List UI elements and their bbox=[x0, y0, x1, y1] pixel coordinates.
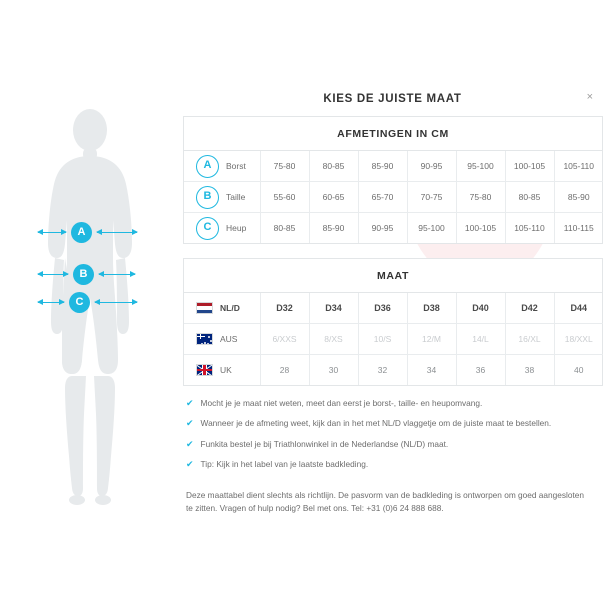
row-label-heup bbox=[184, 213, 260, 244]
label-borst: Borst bbox=[226, 161, 246, 171]
cell-taille-0: 55-60 bbox=[260, 182, 309, 213]
cell-aus-6: 18/XXL bbox=[554, 324, 603, 355]
row-label-borst bbox=[184, 151, 260, 182]
cell-taille-3: 70-75 bbox=[407, 182, 456, 213]
table-row bbox=[184, 182, 603, 213]
cell-aus-1: 8/XS bbox=[309, 324, 358, 355]
table-row bbox=[184, 213, 603, 244]
note-text-3: Tip: Kijk in het label van je laatste badkleding. bbox=[200, 458, 369, 469]
badge-a-icon: A bbox=[196, 155, 219, 178]
cell-nl-3: D38 bbox=[407, 293, 456, 324]
cell-borst-2: 85-90 bbox=[358, 151, 407, 182]
cell-uk-3: 34 bbox=[407, 355, 456, 386]
afmetingen-title: AFMETINGEN IN CM bbox=[184, 117, 602, 151]
cell-uk-5: 38 bbox=[505, 355, 554, 386]
maat-grid bbox=[184, 293, 603, 385]
note-text-1: Wanneer je de afmeting weet, kijk dan in het met NL/D vlaggetje om de juiste maat te bestellen. bbox=[200, 418, 552, 429]
label-taille: Taille bbox=[226, 192, 246, 202]
measure-row-hip bbox=[38, 292, 143, 313]
uk-flag-icon bbox=[196, 364, 213, 376]
cell-uk-0: 28 bbox=[260, 355, 309, 386]
cell-nl-5: D42 bbox=[505, 293, 554, 324]
row-label-nl bbox=[184, 293, 260, 324]
badge-b-icon: B bbox=[196, 186, 219, 209]
cell-heup-2: 90-95 bbox=[358, 213, 407, 244]
row-label-taille bbox=[184, 182, 260, 213]
label-aus: AUS bbox=[220, 334, 238, 344]
aus-flag-icon bbox=[196, 333, 213, 345]
cell-uk-1: 30 bbox=[309, 355, 358, 386]
cell-taille-2: 65-70 bbox=[358, 182, 407, 213]
table-row bbox=[184, 355, 603, 386]
row-label-uk bbox=[184, 355, 260, 386]
cell-heup-6: 110-115 bbox=[563, 223, 594, 233]
cell-heup-5: 105-110 bbox=[505, 213, 554, 244]
badge-b: B bbox=[73, 264, 94, 285]
cell-taille-6: 85-90 bbox=[554, 182, 603, 213]
cell-borst-5: 100-105 bbox=[505, 151, 554, 182]
table-row bbox=[184, 293, 603, 324]
cell-nl-1: D34 bbox=[309, 293, 358, 324]
close-icon[interactable]: × bbox=[586, 91, 593, 103]
maat-table bbox=[183, 258, 603, 386]
note-text-0: Mocht je je maat niet weten, meet dan eerst je borst-, taille- en heupomvang. bbox=[200, 398, 483, 408]
cell-aus-3: 12/M bbox=[407, 324, 456, 355]
figure-pane bbox=[0, 0, 180, 605]
badge-c: C bbox=[69, 292, 90, 313]
cell-heup-0: 80-85 bbox=[260, 213, 309, 244]
cell-nl-2: D36 bbox=[358, 293, 407, 324]
cell-borst-6: 105-110 bbox=[554, 151, 603, 182]
cell-nl-4: D40 bbox=[456, 293, 505, 324]
notes-list bbox=[186, 398, 598, 479]
cell-borst-1: 80-85 bbox=[309, 151, 358, 182]
cell-taille-1: 60-65 bbox=[309, 182, 358, 213]
cell-aus-0: 6/XXS bbox=[260, 324, 309, 355]
label-nl: NL/D bbox=[220, 303, 240, 313]
row-label-aus bbox=[184, 324, 260, 355]
cell-taille-4: 75-80 bbox=[456, 182, 505, 213]
page-title: KIES DE JUISTE MAAT bbox=[323, 93, 462, 105]
label-uk: UK bbox=[220, 365, 232, 375]
note-text-2: Funkita bestel je bij Triathlonwinkel in de Nederlandse (NL/D) maat. bbox=[200, 438, 449, 449]
table-row bbox=[184, 324, 603, 355]
check-icon: ✔ bbox=[186, 458, 194, 469]
cell-taille-5: 80-85 bbox=[505, 182, 554, 213]
check-icon: ✔ bbox=[186, 418, 194, 429]
label-heup: Heup bbox=[226, 223, 247, 233]
cell-aus-5: 16/XL bbox=[505, 324, 554, 355]
badge-a: A bbox=[71, 222, 92, 243]
badge-c-icon: C bbox=[196, 217, 219, 240]
check-icon: ✔ bbox=[186, 438, 194, 449]
content-pane bbox=[180, 0, 605, 605]
afmetingen-table bbox=[183, 116, 603, 244]
footer-note: Deze maattabel dient slechts als richtlijn. De pasvorm van de badkleding is ontworpen om goed aangesloten te zitten. Vragen of hulp nodig? Bel met ons. Tel: +31 (0)6 24 888 688. bbox=[186, 490, 585, 513]
cell-aus-2: 10/S bbox=[358, 324, 407, 355]
list-item bbox=[186, 439, 598, 450]
cell-borst-0: 75-80 bbox=[260, 151, 309, 182]
cell-nl-6: D44 bbox=[554, 293, 603, 324]
cell-heup-4: 100-105 bbox=[456, 213, 505, 244]
cell-borst-4: 95-100 bbox=[456, 151, 505, 182]
cell-nl-0: D32 bbox=[260, 293, 309, 324]
cell-uk-4: 36 bbox=[456, 355, 505, 386]
afmetingen-grid bbox=[184, 151, 603, 243]
cell-aus-4: 14/L bbox=[456, 324, 505, 355]
cell-borst-3: 90-95 bbox=[407, 151, 456, 182]
list-item bbox=[186, 418, 598, 429]
measure-row-waist bbox=[38, 264, 143, 285]
cell-heup-3: 95-100 bbox=[407, 213, 456, 244]
measure-row-bust bbox=[38, 222, 143, 243]
maat-title: MAAT bbox=[184, 259, 602, 293]
cell-uk-6: 40 bbox=[574, 365, 584, 375]
cell-uk-2: 32 bbox=[358, 355, 407, 386]
nl-flag-icon bbox=[196, 302, 213, 314]
cell-heup-1: 85-90 bbox=[309, 213, 358, 244]
list-item bbox=[186, 398, 598, 409]
list-item bbox=[186, 459, 598, 470]
table-row bbox=[184, 151, 603, 182]
check-icon: ✔ bbox=[186, 398, 194, 408]
